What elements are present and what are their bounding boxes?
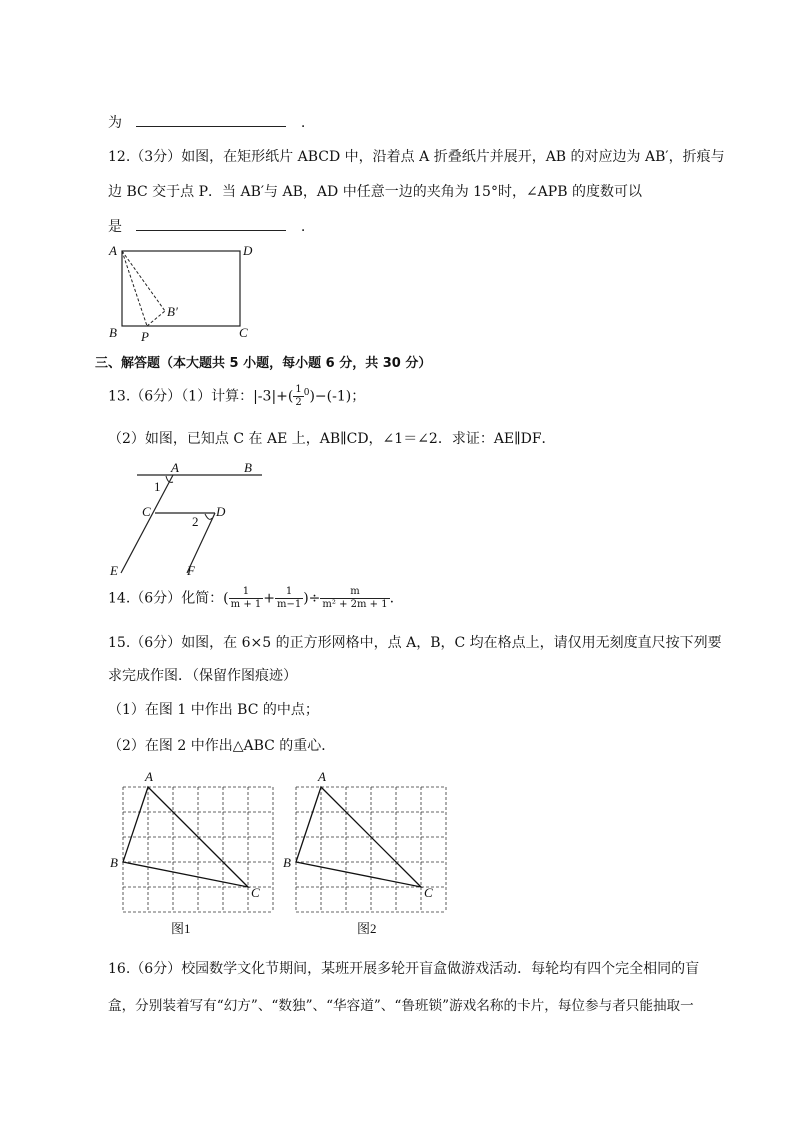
label-F: F (187, 563, 195, 578)
label-A: A (109, 243, 117, 258)
q16-line1 (108, 958, 699, 978)
label-C: C (142, 504, 151, 519)
q13-part2: （2）如图，已知点 C 在 AE 上，AB∥CD，∠1＝∠2．求证：AE∥DF． (108, 431, 556, 447)
label-D: D (216, 504, 226, 519)
q14-fraction-2 (275, 586, 303, 611)
label-D: D (243, 243, 253, 258)
q16-score: （6分） (130, 961, 182, 977)
q14-f1-num: 1 (229, 586, 264, 599)
q15-text-1: 如图，在 6×5 的正方形网格中，点 A，B，C 均在格点上，请仅用无刻度直尺按下列要 (181, 635, 722, 651)
q12-line3 (108, 216, 305, 236)
q15-line1 (108, 632, 722, 652)
q15-grid-figure-2 (278, 765, 453, 940)
q14-f2-den: m−1 (276, 599, 302, 610)
q15-line2: 求完成作图．（保留作图痕迹） (108, 668, 297, 684)
angle-2-arc (205, 514, 212, 519)
section-3-heading: 三、解答题（本大题共 5 小题，每小题 6 分，共 30 分） (95, 356, 432, 371)
q11-suffix: . (300, 115, 306, 131)
label-E: E (110, 563, 118, 578)
label-1: 1 (154, 479, 161, 494)
q13-frac-den: 2 (295, 397, 302, 408)
q11-answer-line (108, 112, 305, 132)
label-C: C (239, 325, 248, 340)
q16-number: 16. (108, 961, 131, 977)
q14-score: （6分） (130, 590, 182, 607)
q15-grid-figure-1 (105, 765, 280, 940)
q14-f1-den: m + 1 (230, 599, 262, 610)
q14-f3-den: m² + 2m + 1 (322, 599, 388, 610)
q13-number: 13. (108, 388, 131, 405)
q13-fraction (293, 384, 303, 409)
q12-line2 (108, 181, 642, 201)
q11-answer-blank[interactable] (136, 125, 286, 127)
label-P: P (141, 329, 149, 344)
q14-f3-num: m (320, 586, 389, 599)
q12-text-1: 如图，在矩形纸片 ABCD 中，沿着点 A 折叠纸片并展开，AB 的对应边为 AB′，折痕与 (181, 149, 725, 165)
q14-fraction-3 (320, 586, 389, 611)
q13-exponent: 0 (303, 387, 310, 398)
q13-part1 (108, 384, 365, 409)
q12-number: 12. (108, 149, 131, 165)
q12-line1 (108, 146, 725, 166)
q12-answer-blank[interactable] (136, 229, 286, 231)
q14-div: )÷ (303, 590, 321, 607)
figure-2-caption: 图2 (357, 921, 377, 936)
label-2: 2 (192, 514, 199, 529)
q16-line2: 盒，分别装着写有“幻方”、“数独”、“华容道”、“鲁班锁”游戏名称的卡片，每位参与者只能抽取一 (108, 998, 694, 1014)
figure-1-caption: 图1 (171, 921, 191, 936)
label-A: A (145, 769, 153, 784)
fold-line-AP (122, 251, 147, 326)
label-B-prime: B′ (167, 304, 178, 319)
q12-text-2: 边 BC 交于点 P．当 AB′与 AB，AD 中任意一边的夹角为 15°时，∠APB 的度数可以 (108, 184, 642, 200)
q15-part2: （2）在图 2 中作出△ABC 的重心． (108, 738, 336, 754)
q13-score: （6分） (130, 388, 182, 405)
label-C: C (251, 885, 260, 900)
label-B: B (109, 325, 117, 340)
label-B: B (244, 460, 252, 475)
q15-number: 15. (108, 635, 131, 651)
label-A: A (318, 769, 326, 784)
q12-rectangle-figure (105, 240, 255, 345)
label-B: B (283, 855, 291, 870)
q13-parallel-figure (105, 458, 275, 578)
line-AE (121, 475, 173, 573)
q16-text-1: 校园数学文化节期间，某班开展多轮开盲盒做游戏活动．每轮均有四个完全相同的盲 (181, 961, 700, 977)
rectangle-ABCD (122, 251, 240, 326)
q14-fraction-1 (229, 586, 264, 611)
q12-score: （3分） (130, 149, 182, 165)
q11-prefix: 为 (108, 115, 122, 131)
label-A: A (171, 460, 179, 475)
q14-f2-num: 1 (275, 586, 303, 599)
q13-part1-suffix: )−(-1)； (309, 388, 366, 405)
q12-prefix: 是 (108, 219, 122, 235)
q13-frac-num: 1 (295, 384, 302, 395)
segment-PB-prime (147, 311, 165, 326)
q14-plus: + (263, 590, 275, 607)
q14-end: . (389, 590, 395, 607)
label-B: B (110, 855, 118, 870)
q14-number: 14. (108, 590, 131, 607)
label-C: C (424, 885, 433, 900)
segment-AB-prime (122, 251, 165, 311)
q13-part1-prefix: （1）计算：|-3|+( (181, 388, 294, 405)
q15-part1: （1）在图 1 中作出 BC 的中点； (108, 702, 319, 718)
q14-prefix: 化简：( (181, 590, 229, 607)
q12-suffix: . (300, 219, 306, 235)
q15-score: （6分） (130, 635, 182, 651)
q14-line (108, 586, 394, 611)
